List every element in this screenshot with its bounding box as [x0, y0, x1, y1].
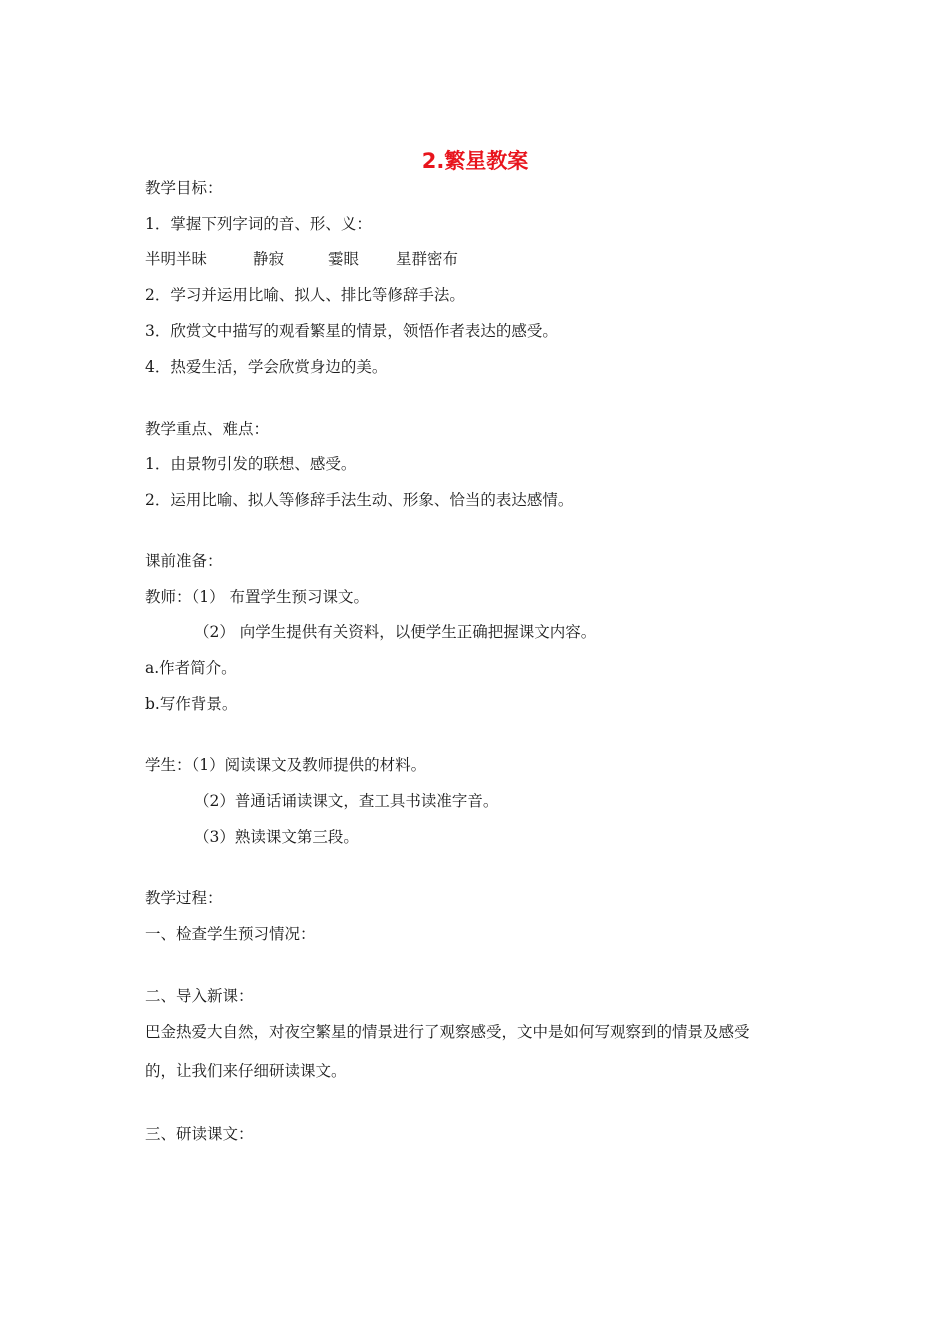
key-point-item-2: 2．运用比喻、拟人等修辞手法生动、形象、恰当的表达感情。: [145, 491, 574, 509]
process-step-2-text-line-1: 巴金热爱大自然，对夜空繁星的情景进行了观察感受，文中是如何写观察到的情景及感受: [145, 1023, 750, 1041]
process-step-2-text-line-2: 的，让我们来仔细研读课文。: [145, 1062, 347, 1080]
objective-item-2: 2．学习并运用比喻、拟人、排比等修辞手法。: [145, 286, 465, 304]
teacher-prep-b: b.写作背景。: [145, 695, 238, 713]
document-title: 2.繁星教案: [421, 149, 529, 173]
student-prep-1: 学生：（1）阅读课文及教师提供的材料。: [145, 756, 427, 774]
teacher-prep-1: 教师：（1） 布置学生预习课文。: [145, 588, 370, 606]
objective-item-1: 1．掌握下列字词的音、形、义：: [145, 215, 372, 233]
key-points-heading: 教学重点、难点：: [145, 420, 270, 438]
student-prep-3: （3）熟读课文第三段。: [194, 828, 359, 846]
process-step-2: 二、导入新课：: [145, 987, 254, 1005]
preparation-heading: 课前准备：: [145, 552, 223, 570]
process-heading: 教学过程：: [145, 889, 223, 907]
vocabulary-list: [145, 248, 458, 270]
objective-item-3: 3．欣赏文中描写的观看繁星的情景，领悟作者表达的感受。: [145, 322, 558, 340]
process-step-3: 三、研读课文：: [145, 1125, 254, 1143]
teacher-prep-2: （2） 向学生提供有关资料，以便学生正确把握课文内容。: [194, 623, 597, 641]
teacher-prep-a: a.作者简介。: [145, 659, 237, 677]
process-step-1: 一、检查学生预习情况：: [145, 925, 316, 943]
key-point-item-1: 1．由景物引发的联想、感受。: [145, 455, 357, 473]
vocabulary-word: 霎眼: [328, 250, 360, 268]
objectives-heading: 教学目标：: [145, 179, 223, 197]
vocabulary-word: 半明半昧: [145, 250, 208, 268]
vocabulary-word: 静寂: [253, 250, 285, 268]
student-prep-2: （2）普通话诵读课文，查工具书读准字音。: [194, 792, 499, 810]
vocabulary-word: 星群密布: [396, 250, 459, 268]
objective-item-4: 4．热爱生活，学会欣赏身边的美。: [145, 358, 388, 376]
